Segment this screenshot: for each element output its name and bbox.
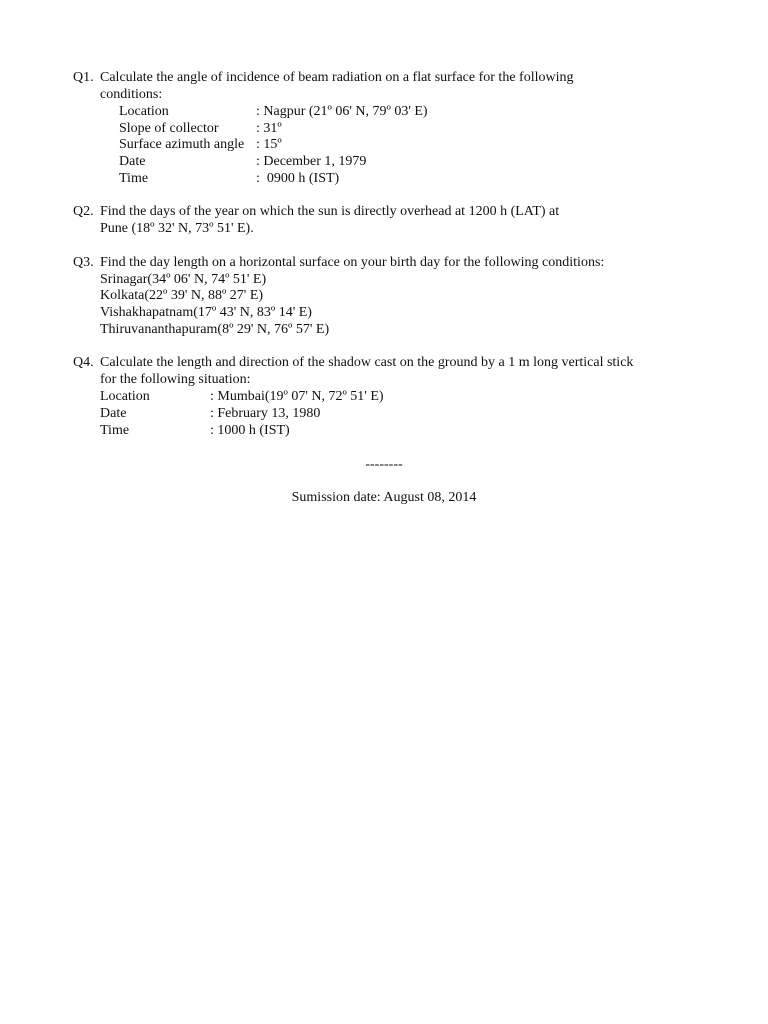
q1-time-label: Time: [119, 171, 149, 186]
q4-location-value: : Mumbai(19º 07' N, 72º 51' E): [210, 389, 384, 404]
q1-text-line2: conditions:: [100, 87, 163, 102]
q3-place-vishakhapatnam: Vishakhapatnam(17º 43' N, 83º 14' E): [100, 305, 312, 320]
q4-text-line2: for the following situation:: [100, 372, 251, 387]
q1-location-value: : Nagpur (21º 06' N, 79º 03' E): [256, 104, 428, 119]
q2-text-line2: Pune (18º 32' N, 73º 51' E).: [100, 221, 254, 236]
q1-azimuth-label: Surface azimuth angle: [119, 137, 245, 152]
q1-number: Q1.: [73, 70, 94, 85]
q4-location-label: Location: [100, 389, 150, 404]
q1-date-label: Date: [119, 154, 146, 169]
q1-date-value: : December 1, 1979: [256, 154, 367, 169]
q4-date-value: : February 13, 1980: [210, 406, 321, 421]
q4-number: Q4.: [73, 355, 94, 370]
q4-text-line1: Calculate the length and direction of the shadow cast on the ground by a 1 m long vertical stick: [100, 355, 634, 370]
q3-text-line1: Find the day length on a horizontal surface on your birth day for the following conditions:: [100, 255, 605, 270]
q2-number: Q2.: [73, 204, 94, 219]
q1-slope-label: Slope of collector: [119, 121, 219, 136]
separator-line: --------: [365, 457, 403, 472]
q1-text-line1: Calculate the angle of incidence of beam radiation on a flat surface for the following: [100, 70, 574, 85]
q3-number: Q3.: [73, 255, 94, 270]
q1-time-value: : 0900 h (IST): [256, 171, 340, 186]
q4-time-value: : 1000 h (IST): [210, 423, 290, 438]
q3-place-srinagar: Srinagar(34º 06' N, 74º 51' E): [100, 272, 267, 287]
q3-place-kolkata: Kolkata(22º 39' N, 88º 27' E): [100, 288, 264, 303]
q2-text-line1: Find the days of the year on which the sun is directly overhead at 1200 h (LAT) at: [100, 204, 560, 219]
q1-location-label: Location: [119, 104, 169, 119]
q3-place-thiruvananthapuram: Thiruvananthapuram(8º 29' N, 76º 57' E): [100, 322, 330, 337]
q1-slope-value: : 31º: [256, 121, 282, 136]
q4-time-label: Time: [100, 423, 130, 438]
q1-azimuth-value: : 15º: [256, 137, 282, 152]
submission-date: Sumission date: August 08, 2014: [291, 490, 477, 505]
q4-date-label: Date: [100, 406, 127, 421]
